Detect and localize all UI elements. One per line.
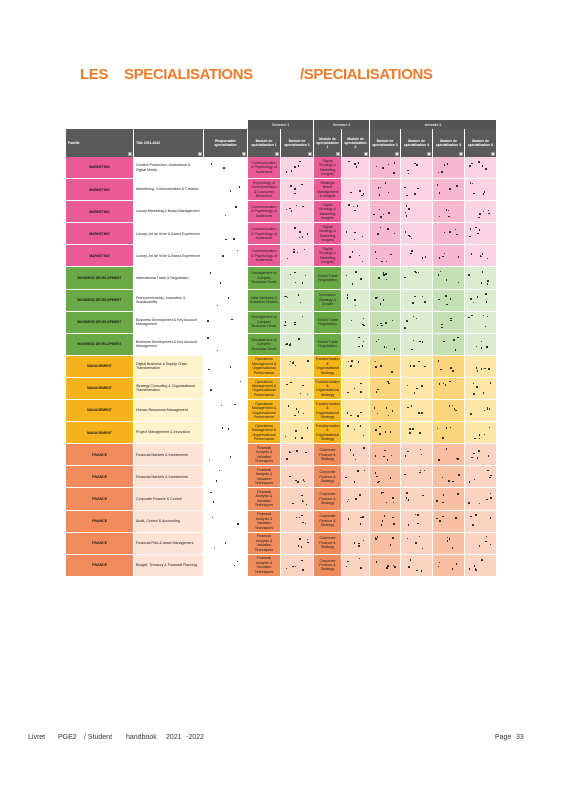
cell-s3-module-1: Communication & Psychology of Audiences <box>248 157 281 178</box>
cell-s4-module-2 <box>342 312 370 333</box>
cell-s5-module-5 <box>433 466 465 487</box>
table-row <box>66 555 497 577</box>
cell-s4-module-2 <box>342 157 370 178</box>
cell-s5-module-3 <box>370 511 401 532</box>
cell-s4-module-1: Digital Strategy & Marketing Insights <box>314 223 342 244</box>
title-part-specialisations-en: /SPECIALISATIONS <box>300 66 433 83</box>
cell-responsable <box>204 555 248 576</box>
table-row <box>66 157 497 179</box>
semester-3-header: Semestre 3 <box>248 120 314 129</box>
cell-title: Luxury, Art de Vivre & Brand Experience <box>134 245 204 266</box>
column-header-s5-m6: Module de spécialisation 6 <box>465 129 497 157</box>
cell-s3-module-1: Management of Complex Business Deals <box>248 334 281 355</box>
cell-family: BUSINESS DEVELOPMENT <box>66 267 134 288</box>
cell-s3-module-2 <box>281 422 314 443</box>
footer-pge: PGE2 <box>58 734 77 741</box>
cell-s4-module-1: Global Trade Negotiation <box>314 334 342 355</box>
cell-s5-module-4 <box>401 378 433 399</box>
cell-title: Advertising, Communication & Creative <box>134 179 204 200</box>
cell-s5-module-5 <box>433 157 465 178</box>
cell-s4-module-2 <box>342 201 370 222</box>
cell-s5-module-5 <box>433 444 465 465</box>
cell-s4-module-1: Transformation & Organisational Strategy <box>314 400 342 421</box>
cell-s3-module-2 <box>281 334 314 355</box>
cell-s5-module-3 <box>370 245 401 266</box>
cell-s5-module-3 <box>370 444 401 465</box>
filter-dropdown-icon[interactable] <box>128 152 132 156</box>
cell-s5-module-6 <box>465 444 497 465</box>
cell-responsable <box>204 334 248 355</box>
cell-title: Financial Markets & Investments <box>134 444 204 465</box>
cell-s5-module-4 <box>401 511 433 532</box>
cell-family: MARKETING <box>66 245 134 266</box>
cell-s3-module-1: Communication & Psychology of Audiences <box>248 201 281 222</box>
cell-title: Project Management & Innovation <box>134 422 204 443</box>
cell-s4-module-2 <box>342 290 370 311</box>
cell-s4-module-1: Innovation Strategy & Growth <box>314 290 342 311</box>
column-header-responsable: Responsable spécialisation <box>204 129 248 157</box>
cell-s5-module-5 <box>433 312 465 333</box>
cell-s5-module-3 <box>370 422 401 443</box>
cell-s3-module-2 <box>281 290 314 311</box>
cell-s5-module-4 <box>401 466 433 487</box>
cell-s4-module-1: Corporate Finance & Strategy <box>314 444 342 465</box>
cell-title: Financial Risk & Asset Management <box>134 533 204 554</box>
footer-page-number: 33 <box>516 734 524 741</box>
column-header-s3-m1: Module de spécialisation 1 <box>248 129 281 157</box>
cell-responsable <box>204 444 248 465</box>
cell-s4-module-1: Corporate Finance & Strategy <box>314 466 342 487</box>
cell-s5-module-5 <box>433 378 465 399</box>
cell-s5-module-6 <box>465 157 497 178</box>
filter-dropdown-icon[interactable] <box>242 152 246 156</box>
table-row <box>66 245 497 267</box>
cell-s3-module-1: Operations Management & Organisational Performance <box>248 400 281 421</box>
cell-s5-module-6 <box>465 511 497 532</box>
title-part-specialisations: SPECIALISATIONS <box>124 66 253 83</box>
footer-year-end: -2022 <box>186 734 204 741</box>
cell-s5-module-5 <box>433 179 465 200</box>
table-row <box>66 533 497 555</box>
table-row <box>66 179 497 201</box>
cell-s5-module-5 <box>433 290 465 311</box>
cell-s3-module-2 <box>281 157 314 178</box>
cell-s4-module-1: Global Trade Negotiation <box>314 312 342 333</box>
cell-s3-module-2 <box>281 488 314 509</box>
cell-s5-module-4 <box>401 533 433 554</box>
semester-4-header: Semestre 4 <box>314 120 370 129</box>
cell-s5-module-5 <box>433 488 465 509</box>
footer-student: / Student <box>84 734 113 741</box>
filter-dropdown-icon[interactable] <box>275 152 279 156</box>
cell-s3-module-1: Financial Analysis & Valuation Techniques <box>248 444 281 465</box>
cell-s5-module-6 <box>465 267 497 288</box>
cell-s5-module-6 <box>465 312 497 333</box>
cell-responsable <box>204 267 248 288</box>
column-header-title: Title 2021-2022 <box>134 129 204 157</box>
cell-s3-module-2 <box>281 533 314 554</box>
cell-s5-module-4 <box>401 356 433 377</box>
cell-s3-module-1: Financial Analysis & Valuation Techniques <box>248 466 281 487</box>
cell-family: FINANCE <box>66 555 134 576</box>
cell-s4-module-1: Global Trade Negotiation <box>314 267 342 288</box>
cell-responsable <box>204 511 248 532</box>
cell-family: MARKETING <box>66 223 134 244</box>
cell-s4-module-1: Transformation & Organisational Strategy <box>314 422 342 443</box>
table-row <box>66 223 497 245</box>
cell-title: International Trade & Negotiation <box>134 267 204 288</box>
cell-s5-module-6 <box>465 223 497 244</box>
cell-family: MANAGEMENT <box>66 356 134 377</box>
cell-s5-module-3 <box>370 400 401 421</box>
cell-s5-module-3 <box>370 201 401 222</box>
cell-s5-module-6 <box>465 201 497 222</box>
footer-page-label: Page <box>495 734 512 741</box>
table-row <box>66 312 497 334</box>
filter-dropdown-icon[interactable] <box>336 152 340 156</box>
cell-s3-module-1: Operations Management & Organisational Performance <box>248 378 281 399</box>
cell-s5-module-3 <box>370 267 401 288</box>
cell-s5-module-4 <box>401 422 433 443</box>
cell-s4-module-2 <box>342 511 370 532</box>
cell-s5-module-3 <box>370 356 401 377</box>
cell-family: BUSINESS DEVELOPMENT <box>66 334 134 355</box>
cell-title: Human Resources Management <box>134 400 204 421</box>
cell-s5-module-5 <box>433 555 465 576</box>
cell-s5-module-4 <box>401 444 433 465</box>
cell-title: Luxury Marketing & Brand Management <box>134 201 204 222</box>
title-part-les: LES <box>80 66 108 83</box>
cell-s5-module-5 <box>433 334 465 355</box>
cell-s4-module-2 <box>342 555 370 576</box>
cell-family: MARKETING <box>66 157 134 178</box>
cell-s5-module-5 <box>433 223 465 244</box>
cell-family: BUSINESS DEVELOPMENT <box>66 290 134 311</box>
column-header-row <box>66 129 497 157</box>
cell-title: Entrepreneurship, Innovation & Sustainability <box>134 290 204 311</box>
cell-s5-module-5 <box>433 422 465 443</box>
table-row <box>66 334 497 356</box>
cell-s5-module-4 <box>401 290 433 311</box>
cell-title: Digital Business & Supply Chain Transformation <box>134 356 204 377</box>
cell-s4-module-2 <box>342 422 370 443</box>
filter-dropdown-icon[interactable] <box>198 152 202 156</box>
cell-responsable <box>204 488 248 509</box>
cell-s4-module-2 <box>342 400 370 421</box>
cell-family: FINANCE <box>66 466 134 487</box>
table-row <box>66 422 497 444</box>
filter-dropdown-icon[interactable] <box>459 152 463 156</box>
cell-s3-module-2 <box>281 312 314 333</box>
cell-responsable <box>204 290 248 311</box>
page-footer <box>28 734 528 746</box>
cell-title: Corporate Finance & Control <box>134 488 204 509</box>
cell-family: MARKETING <box>66 179 134 200</box>
cell-s5-module-4 <box>401 555 433 576</box>
cell-s4-module-2 <box>342 245 370 266</box>
cell-s3-module-1: Financial Analysis & Valuation Techniques <box>248 533 281 554</box>
cell-s5-module-4 <box>401 488 433 509</box>
cell-s5-module-3 <box>370 290 401 311</box>
cell-responsable <box>204 223 248 244</box>
table-row <box>66 511 497 533</box>
cell-s5-module-3 <box>370 466 401 487</box>
cell-s5-module-6 <box>465 555 497 576</box>
cell-family: MANAGEMENT <box>66 400 134 421</box>
cell-s5-module-3 <box>370 533 401 554</box>
cell-s5-module-6 <box>465 356 497 377</box>
cell-s5-module-3 <box>370 555 401 576</box>
cell-s5-module-6 <box>465 334 497 355</box>
cell-s5-module-6 <box>465 245 497 266</box>
cell-s5-module-4 <box>401 201 433 222</box>
cell-s5-module-3 <box>370 312 401 333</box>
cell-s5-module-4 <box>401 245 433 266</box>
cell-s3-module-1: Operations Management & Organisational Performance <box>248 422 281 443</box>
cell-s5-module-6 <box>465 400 497 421</box>
cell-family: MANAGEMENT <box>66 422 134 443</box>
cell-family: MARKETING <box>66 201 134 222</box>
cell-s5-module-3 <box>370 488 401 509</box>
cell-family: FINANCE <box>66 511 134 532</box>
filter-dropdown-icon[interactable] <box>491 152 495 156</box>
column-header-s5-m5: Module de spécialisation 5 <box>433 129 465 157</box>
cell-s5-module-3 <box>370 334 401 355</box>
table-row <box>66 356 497 378</box>
cell-responsable <box>204 356 248 377</box>
cell-s4-module-1: Corporate Finance & Strategy <box>314 555 342 576</box>
cell-s4-module-2 <box>342 267 370 288</box>
cell-title: Strategy Consulting & Organisational Transformation <box>134 378 204 399</box>
cell-s5-module-4 <box>401 223 433 244</box>
column-header-s5-m3: Module de spécialisation 3 <box>370 129 401 157</box>
cell-s3-module-1: Communication & Psychology of Audiences <box>248 245 281 266</box>
cell-s4-module-1: Digital Strategy & Marketing Insights <box>314 201 342 222</box>
cell-responsable <box>204 533 248 554</box>
cell-responsable <box>204 245 248 266</box>
cell-s5-module-3 <box>370 378 401 399</box>
cell-s5-module-5 <box>433 533 465 554</box>
cell-responsable <box>204 422 248 443</box>
cell-s4-module-1: Digital Strategy & Marketing Insights <box>314 157 342 178</box>
cell-s5-module-6 <box>465 422 497 443</box>
cell-s5-module-6 <box>465 378 497 399</box>
cell-s4-module-2 <box>342 179 370 200</box>
cell-family: BUSINESS DEVELOPMENT <box>66 312 134 333</box>
filter-dropdown-icon[interactable] <box>395 152 399 156</box>
cell-s5-module-6 <box>465 290 497 311</box>
cell-title: Content Production, Audiovisual & Digital Media <box>134 157 204 178</box>
cell-responsable <box>204 466 248 487</box>
cell-s5-module-5 <box>433 201 465 222</box>
filter-dropdown-icon[interactable] <box>427 152 431 156</box>
column-header-s5-m4: Module de spécialisation 4 <box>401 129 433 157</box>
cell-s3-module-1: Operations Management & Organisational Performance <box>248 356 281 377</box>
cell-family: FINANCE <box>66 444 134 465</box>
cell-s5-module-6 <box>465 179 497 200</box>
cell-s3-module-2 <box>281 201 314 222</box>
table-body <box>66 157 497 577</box>
table-row <box>66 378 497 400</box>
cell-s5-module-5 <box>433 267 465 288</box>
footer-livret: Livret <box>28 734 46 741</box>
cell-s5-module-4 <box>401 157 433 178</box>
cell-s4-module-2 <box>342 223 370 244</box>
cell-s3-module-2 <box>281 267 314 288</box>
cell-responsable <box>204 157 248 178</box>
column-header-s3-m2: Module de spécialisation 2 <box>281 129 314 157</box>
cell-s3-module-1: Financial Analysis & Valuation Techniques <box>248 555 281 576</box>
cell-s3-module-2 <box>281 378 314 399</box>
table-row <box>66 444 497 466</box>
semester-spacer <box>66 120 248 129</box>
filter-dropdown-icon[interactable] <box>364 152 368 156</box>
cell-s4-module-2 <box>342 356 370 377</box>
cell-s5-module-4 <box>401 400 433 421</box>
cell-s4-module-1: Corporate Finance & Strategy <box>314 488 342 509</box>
column-header-s4-m1: Module de spécialisation 1 <box>314 129 342 157</box>
cell-s4-module-2 <box>342 444 370 465</box>
cell-s3-module-2 <box>281 555 314 576</box>
cell-s3-module-2 <box>281 356 314 377</box>
table-row <box>66 400 497 422</box>
table-row <box>66 466 497 488</box>
table-row <box>66 488 497 510</box>
cell-responsable <box>204 201 248 222</box>
cell-responsable <box>204 179 248 200</box>
cell-s4-module-1: Strategic Brand Management & Insights <box>314 179 342 200</box>
cell-s4-module-2 <box>342 466 370 487</box>
cell-s3-module-1: Management of Complex Business Deals <box>248 267 281 288</box>
cell-responsable <box>204 378 248 399</box>
cell-s3-module-1: Management of Complex Business Deals <box>248 312 281 333</box>
cell-s3-module-2 <box>281 245 314 266</box>
cell-s5-module-5 <box>433 511 465 532</box>
cell-family: FINANCE <box>66 533 134 554</box>
cell-family: FINANCE <box>66 488 134 509</box>
cell-s5-module-3 <box>370 157 401 178</box>
footer-year-start: 2021 <box>166 734 182 741</box>
cell-responsable <box>204 400 248 421</box>
cell-responsable <box>204 312 248 333</box>
semester-header-row <box>66 120 497 129</box>
cell-s4-module-2 <box>342 488 370 509</box>
cell-s4-module-2 <box>342 533 370 554</box>
cell-s5-module-4 <box>401 312 433 333</box>
cell-s3-module-1: Financial Analysis & Valuation Techniques <box>248 488 281 509</box>
table-row <box>66 290 497 312</box>
cell-s5-module-3 <box>370 223 401 244</box>
cell-s3-module-2 <box>281 444 314 465</box>
cell-s4-module-2 <box>342 378 370 399</box>
cell-title: Business Development & Key Account Management <box>134 312 204 333</box>
cell-s4-module-1: Digital Strategy & Marketing Insights <box>314 245 342 266</box>
cell-s3-module-1: Financial Analysis & Valuation Techniques <box>248 511 281 532</box>
cell-title: Business Development & Key Account Management <box>134 334 204 355</box>
specialisations-table <box>66 120 497 577</box>
cell-s5-module-6 <box>465 488 497 509</box>
cell-s4-module-1: Transformation & Organisational Strategy <box>314 356 342 377</box>
cell-s3-module-1: Psychology of Communication & Consumer Behaviour <box>248 179 281 200</box>
cell-s5-module-4 <box>401 267 433 288</box>
cell-s3-module-2 <box>281 400 314 421</box>
cell-s3-module-2 <box>281 223 314 244</box>
cell-s4-module-2 <box>342 334 370 355</box>
cell-family: MANAGEMENT <box>66 378 134 399</box>
column-header-s4-m2: Module de spécialisation 2 <box>342 129 370 157</box>
cell-title: Audit, Control & Accounting <box>134 511 204 532</box>
cell-s4-module-1: Transformation & Organisational Strategy <box>314 378 342 399</box>
page-title <box>80 66 500 88</box>
cell-s5-module-5 <box>433 400 465 421</box>
cell-s3-module-2 <box>281 179 314 200</box>
semester-5-header: semestre 5 <box>370 120 497 129</box>
filter-dropdown-icon[interactable] <box>308 152 312 156</box>
cell-s4-module-1: Corporate Finance & Strategy <box>314 511 342 532</box>
column-header-famille: Famille <box>66 129 134 157</box>
cell-s5-module-6 <box>465 533 497 554</box>
cell-s5-module-5 <box>433 356 465 377</box>
cell-s3-module-1: Communication & Psychology of Audiences <box>248 223 281 244</box>
cell-s5-module-5 <box>433 245 465 266</box>
cell-title: Financial Markets & Investments <box>134 466 204 487</box>
cell-s5-module-6 <box>465 466 497 487</box>
table-row <box>66 267 497 289</box>
cell-title: Budget, Treasury & Financial Planning <box>134 555 204 576</box>
cell-s3-module-2 <box>281 466 314 487</box>
cell-s5-module-4 <box>401 179 433 200</box>
cell-title: Luxury, Art de Vivre & Brand Experience <box>134 223 204 244</box>
cell-s5-module-4 <box>401 334 433 355</box>
table-row <box>66 201 497 223</box>
cell-s3-module-2 <box>281 511 314 532</box>
cell-s3-module-1: New Ventures & Business Models <box>248 290 281 311</box>
footer-handbook: handbook <box>126 734 157 741</box>
cell-s4-module-1: Corporate Finance & Strategy <box>314 533 342 554</box>
cell-s5-module-3 <box>370 179 401 200</box>
